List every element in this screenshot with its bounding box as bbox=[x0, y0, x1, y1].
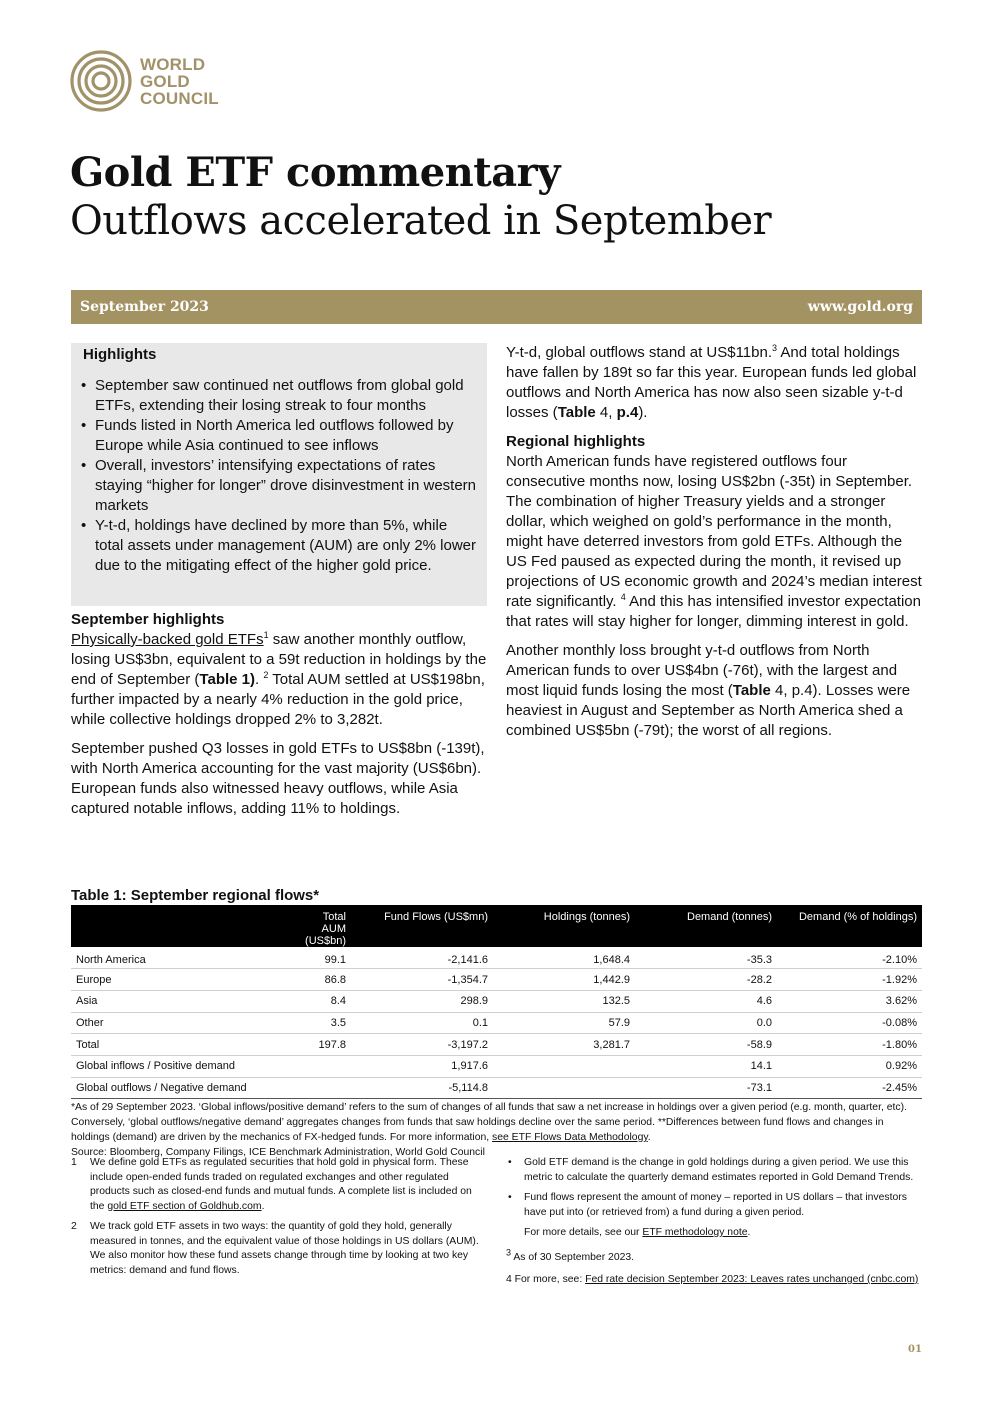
table-header bbox=[71, 905, 291, 947]
world-gold-council-logo bbox=[70, 50, 219, 112]
table-row: Global inflows / Positive demand 1,917.6 14.1 0.92% bbox=[71, 1055, 922, 1077]
list-item: • Funds listed in North America led outflows followed by Europe while Asia continued to see inflows bbox=[83, 416, 477, 456]
highlights-list bbox=[83, 376, 477, 576]
paragraph: Y-t-d, global outflows stand at US$11bn.$^3$ And total holdings have fallen by 189t so far this year. European funds led global outflows and North America has now also seen sizable y-t-d losses (Table 4, p.4). bbox=[506, 343, 917, 421]
page-subtitle: Outflows accelerated in September bbox=[70, 198, 772, 244]
list-item: • Y-t-d, holdings have declined by more than 5%, while total assets under management (AUM) are only 2% lower due to the mitigating effect of the higher gold price. bbox=[83, 516, 477, 576]
banner-url[interactable]: www.gold.org bbox=[807, 299, 913, 315]
highlights-box bbox=[71, 343, 487, 606]
table-row: Europe 86.8 -1,354.7 1,442.9 -28.2 -1.92% bbox=[71, 969, 922, 991]
page-title: Gold ETF commentary bbox=[70, 149, 560, 196]
table-header: Demand (tonnes) bbox=[635, 905, 777, 947]
paragraph: Another monthly loss brought y-t-d outflows from North American funds to over US$4bn (-76t), with the largest and most liquid funds losing the most (Table 4, p.4). Losses were heaviest in August and September as North America shed a combined US$5bn (-79t); the worst of all regions. bbox=[506, 642, 911, 739]
regional-flows-table bbox=[71, 905, 922, 1099]
footnote: 2 We track gold ETF assets in two ways: the quantity of gold they hold, generally measured in tonnes, and the equivalent value of those holdings in US dollars (AUM). We also monitor how these fund assets change through time by looking at two key metrics: demand and fund flows. bbox=[71, 1221, 479, 1276]
table-header: Demand (% of holdings) bbox=[777, 905, 922, 947]
logo-wordmark: WORLD GOLD COUNCIL bbox=[140, 54, 219, 108]
goldhub-link[interactable]: gold ETF section of Goldhub.com bbox=[107, 1200, 262, 1212]
date-banner bbox=[71, 290, 922, 324]
cnbc-link[interactable]: Fed rate decision September 2023: Leaves rates unchanged (cnbc.com) bbox=[585, 1274, 919, 1285]
paragraph: Physically-backed gold ETFs$^1$ saw another monthly outflow, losing US$3bn, equivalent to a 59t reduction in holdings by the end of September (Table 1). $^2$ Total AUM settled at US$198bn, further impacted by a nearly 4% reduction in the gold price, while collective holdings dropped 2% to 3,282t. bbox=[71, 630, 487, 728]
banner-date: September 2023 bbox=[80, 299, 209, 315]
table-row: Other 3.5 0.1 57.9 0.0 -0.08% bbox=[71, 1012, 922, 1034]
footnotes-left bbox=[71, 1156, 486, 1284]
regional-highlights-heading: Regional highlights bbox=[506, 433, 646, 450]
methodology-link[interactable]: see ETF Flows Data Methodology bbox=[492, 1132, 648, 1143]
table-source: Source: Bloomberg, Company Filings, ICE Benchmark Administration, World Gold Council bbox=[71, 1147, 485, 1158]
left-column bbox=[71, 610, 489, 828]
table-header: Holdings (tonnes) bbox=[493, 905, 635, 947]
footnotes-right bbox=[506, 1156, 922, 1296]
etf-methodology-link[interactable]: ETF methodology note bbox=[642, 1227, 748, 1238]
footnote: 1 We define gold ETFs as regulated securities that hold gold in physical form. These include open-ended funds traded on regulated exchanges and other regulated products such as closed-end funds and mutual funds. A complete list is included on the gold ETF section of Goldhub.com. bbox=[71, 1157, 472, 1212]
page-number: 01 bbox=[908, 1344, 922, 1355]
september-highlights-heading: September highlights bbox=[71, 611, 225, 628]
highlights-heading: Highlights bbox=[83, 346, 157, 363]
right-column bbox=[506, 343, 922, 750]
table-row: Global outflows / Negative demand -5,114.8 -73.1 -2.45% bbox=[71, 1077, 922, 1099]
gold-rings-logo-icon bbox=[70, 50, 132, 112]
footnote: $^3$ As of 30 September 2023. bbox=[506, 1247, 635, 1263]
etf-link[interactable]: Physically-backed gold ETFs bbox=[71, 631, 264, 648]
list-item: • September saw continued net outflows from global gold ETFs, extending their losing streak to four months bbox=[83, 376, 477, 416]
table-note: *As of 29 September 2023. ‘Global inflows/positive demand’ refers to the sum of changes of all funds that saw a net increase in holdings over a given period (e.g. month, quarter, etc). Conversely, ‘global outflows/negative demand’ aggregates changes from funds that saw holdings decline over the same period. **Differences between fund flows and changes in holdings (demand) are driven by the mechanics of FX-hedged funds. For more information, see ETF Flows Data Methodology. Source: Bloomberg, Company Filings, ICE Benchmark Administration, World Gold Council bbox=[71, 1100, 922, 1160]
footnote-bullet: • Fund flows represent the amount of money – reported in US dollars – that investors have put into (or retrieved from) a fund during a given period. bbox=[506, 1191, 922, 1220]
table-header-row bbox=[71, 905, 922, 947]
list-item: • Overall, investors’ intensifying expectations of rates staying “higher for longer” drove disinvestment in western markets bbox=[83, 456, 477, 516]
table-header: Fund Flows (US$mn) bbox=[351, 905, 493, 947]
table-title: Table 1: September regional flows* bbox=[71, 887, 320, 904]
paragraph: North American funds have registered outflows four consecutive months now, losing US$2bn (-35t) in September. The combination of higher Treasury yields and a stronger dollar, which weighed on gold’s performance in the month, might have deterred investors from gold ETFs. Although the US Fed paused as expected during the month, it revised up projections of US economic growth and 2024’s median interest rate significantly. $^4$ And this has intensified investor expectation that rates will stay higher for longer, dimming interest in gold. bbox=[506, 453, 922, 630]
paragraph: September pushed Q3 losses in gold ETFs to US$8bn (-139t), with North America accounting for the vast majority (US$6bn). European funds also witnessed heavy outflows, while Asia captured notable inflows, adding 11% to holdings. bbox=[71, 740, 485, 817]
table-row-total: Total 197.8 -3,197.2 3,281.7 -58.9 -1.80% bbox=[71, 1034, 922, 1056]
table-row: Asia 8.4 298.9 132.5 4.6 3.62% bbox=[71, 990, 922, 1012]
table-header: Total AUM (US$bn) bbox=[291, 905, 351, 947]
footnote: 4 For more, see: Fed rate decision September 2023: Leaves rates unchanged (cnbc.com) bbox=[506, 1274, 919, 1285]
table-row: North America 99.1 -2,141.6 1,648.4 -35.3 -2.10% bbox=[71, 947, 922, 969]
footnote-bullet: • Gold ETF demand is the change in gold holdings during a given period. We use this metric to calculate the quarterly demand estimates reported in Gold Demand Trends. bbox=[506, 1156, 922, 1185]
footnote-more: For more details, see our ETF methodology note. bbox=[524, 1227, 751, 1238]
